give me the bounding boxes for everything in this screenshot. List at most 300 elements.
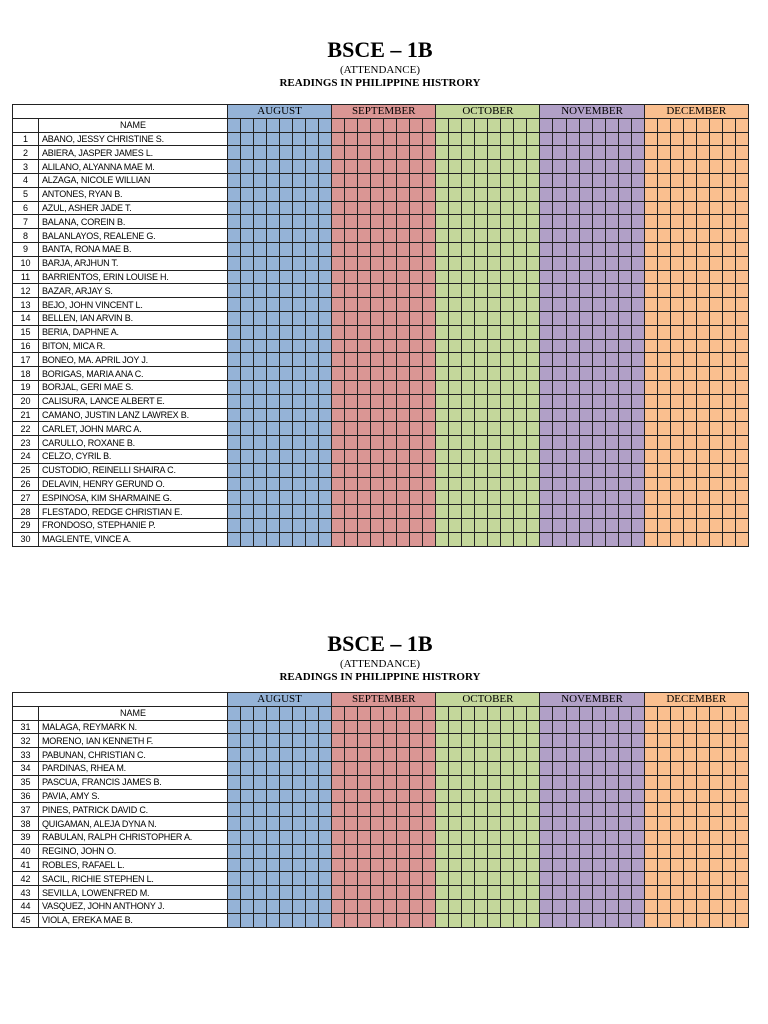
attendance-cell[interactable] bbox=[670, 270, 683, 284]
attendance-cell[interactable] bbox=[449, 242, 462, 256]
attendance-cell[interactable] bbox=[605, 734, 618, 748]
attendance-cell[interactable] bbox=[735, 325, 748, 339]
attendance-cell[interactable] bbox=[293, 899, 306, 913]
attendance-cell[interactable] bbox=[631, 201, 644, 215]
attendance-cell[interactable] bbox=[540, 803, 553, 817]
attendance-cell[interactable] bbox=[631, 339, 644, 353]
attendance-cell[interactable] bbox=[709, 913, 722, 927]
attendance-cell[interactable] bbox=[540, 463, 553, 477]
attendance-cell[interactable] bbox=[228, 436, 241, 450]
attendance-cell[interactable] bbox=[488, 899, 501, 913]
attendance-cell[interactable] bbox=[514, 817, 527, 831]
attendance-cell[interactable] bbox=[436, 367, 449, 381]
attendance-cell[interactable] bbox=[371, 858, 384, 872]
attendance-cell[interactable] bbox=[540, 449, 553, 463]
attendance-cell[interactable] bbox=[514, 339, 527, 353]
attendance-cell[interactable] bbox=[514, 532, 527, 546]
attendance-cell[interactable] bbox=[527, 229, 540, 243]
attendance-cell[interactable] bbox=[332, 518, 345, 532]
attendance-cell[interactable] bbox=[514, 803, 527, 817]
attendance-cell[interactable] bbox=[228, 532, 241, 546]
attendance-cell[interactable] bbox=[592, 477, 605, 491]
attendance-cell[interactable] bbox=[397, 532, 410, 546]
attendance-cell[interactable] bbox=[696, 886, 709, 900]
attendance-cell[interactable] bbox=[306, 215, 319, 229]
attendance-cell[interactable] bbox=[540, 477, 553, 491]
attendance-cell[interactable] bbox=[683, 872, 696, 886]
attendance-cell[interactable] bbox=[267, 187, 280, 201]
attendance-cell[interactable] bbox=[293, 311, 306, 325]
attendance-cell[interactable] bbox=[553, 229, 566, 243]
attendance-cell[interactable] bbox=[553, 872, 566, 886]
attendance-cell[interactable] bbox=[228, 775, 241, 789]
attendance-cell[interactable] bbox=[306, 256, 319, 270]
attendance-cell[interactable] bbox=[631, 830, 644, 844]
attendance-cell[interactable] bbox=[241, 477, 254, 491]
attendance-cell[interactable] bbox=[631, 803, 644, 817]
attendance-cell[interactable] bbox=[540, 858, 553, 872]
attendance-cell[interactable] bbox=[540, 720, 553, 734]
attendance-cell[interactable] bbox=[267, 436, 280, 450]
day-cell[interactable] bbox=[228, 706, 241, 720]
attendance-cell[interactable] bbox=[280, 449, 293, 463]
attendance-cell[interactable] bbox=[436, 477, 449, 491]
attendance-cell[interactable] bbox=[618, 367, 631, 381]
attendance-cell[interactable] bbox=[280, 734, 293, 748]
attendance-cell[interactable] bbox=[605, 311, 618, 325]
attendance-cell[interactable] bbox=[423, 187, 436, 201]
attendance-cell[interactable] bbox=[423, 353, 436, 367]
attendance-cell[interactable] bbox=[605, 284, 618, 298]
attendance-cell[interactable] bbox=[709, 339, 722, 353]
attendance-cell[interactable] bbox=[267, 422, 280, 436]
attendance-cell[interactable] bbox=[514, 477, 527, 491]
attendance-cell[interactable] bbox=[267, 298, 280, 312]
attendance-cell[interactable] bbox=[579, 477, 592, 491]
attendance-cell[interactable] bbox=[527, 858, 540, 872]
attendance-cell[interactable] bbox=[384, 339, 397, 353]
day-cell[interactable] bbox=[462, 706, 475, 720]
attendance-cell[interactable] bbox=[462, 160, 475, 174]
attendance-cell[interactable] bbox=[254, 858, 267, 872]
attendance-cell[interactable] bbox=[514, 748, 527, 762]
attendance-cell[interactable] bbox=[306, 132, 319, 146]
attendance-cell[interactable] bbox=[605, 830, 618, 844]
attendance-cell[interactable] bbox=[566, 422, 579, 436]
attendance-cell[interactable] bbox=[436, 505, 449, 519]
attendance-cell[interactable] bbox=[319, 449, 332, 463]
attendance-cell[interactable] bbox=[735, 872, 748, 886]
attendance-cell[interactable] bbox=[254, 311, 267, 325]
attendance-cell[interactable] bbox=[358, 817, 371, 831]
attendance-cell[interactable] bbox=[514, 215, 527, 229]
attendance-cell[interactable] bbox=[475, 886, 488, 900]
attendance-cell[interactable] bbox=[332, 173, 345, 187]
attendance-cell[interactable] bbox=[267, 789, 280, 803]
attendance-cell[interactable] bbox=[293, 449, 306, 463]
attendance-cell[interactable] bbox=[462, 491, 475, 505]
day-cell[interactable] bbox=[553, 706, 566, 720]
attendance-cell[interactable] bbox=[410, 872, 423, 886]
attendance-cell[interactable] bbox=[566, 215, 579, 229]
attendance-cell[interactable] bbox=[228, 748, 241, 762]
attendance-cell[interactable] bbox=[579, 463, 592, 477]
day-cell[interactable] bbox=[449, 706, 462, 720]
attendance-cell[interactable] bbox=[566, 872, 579, 886]
attendance-cell[interactable] bbox=[345, 463, 358, 477]
attendance-cell[interactable] bbox=[306, 518, 319, 532]
attendance-cell[interactable] bbox=[293, 132, 306, 146]
attendance-cell[interactable] bbox=[514, 408, 527, 422]
attendance-cell[interactable] bbox=[696, 844, 709, 858]
attendance-cell[interactable] bbox=[423, 477, 436, 491]
attendance-cell[interactable] bbox=[644, 353, 657, 367]
attendance-cell[interactable] bbox=[293, 734, 306, 748]
attendance-cell[interactable] bbox=[449, 256, 462, 270]
attendance-cell[interactable] bbox=[696, 311, 709, 325]
attendance-cell[interactable] bbox=[475, 477, 488, 491]
attendance-cell[interactable] bbox=[657, 298, 670, 312]
attendance-cell[interactable] bbox=[306, 532, 319, 546]
attendance-cell[interactable] bbox=[670, 380, 683, 394]
attendance-cell[interactable] bbox=[592, 817, 605, 831]
day-cell[interactable] bbox=[592, 118, 605, 132]
day-cell[interactable] bbox=[514, 118, 527, 132]
attendance-cell[interactable] bbox=[722, 187, 735, 201]
attendance-cell[interactable] bbox=[241, 298, 254, 312]
attendance-cell[interactable] bbox=[488, 720, 501, 734]
attendance-cell[interactable] bbox=[371, 518, 384, 532]
attendance-cell[interactable] bbox=[592, 775, 605, 789]
attendance-cell[interactable] bbox=[449, 858, 462, 872]
attendance-cell[interactable] bbox=[553, 775, 566, 789]
attendance-cell[interactable] bbox=[384, 408, 397, 422]
attendance-cell[interactable] bbox=[436, 380, 449, 394]
attendance-cell[interactable] bbox=[501, 505, 514, 519]
attendance-cell[interactable] bbox=[358, 913, 371, 927]
attendance-cell[interactable] bbox=[410, 394, 423, 408]
attendance-cell[interactable] bbox=[540, 229, 553, 243]
attendance-cell[interactable] bbox=[345, 872, 358, 886]
attendance-cell[interactable] bbox=[371, 913, 384, 927]
attendance-cell[interactable] bbox=[397, 477, 410, 491]
attendance-cell[interactable] bbox=[501, 844, 514, 858]
attendance-cell[interactable] bbox=[358, 215, 371, 229]
attendance-cell[interactable] bbox=[462, 284, 475, 298]
attendance-cell[interactable] bbox=[631, 844, 644, 858]
attendance-cell[interactable] bbox=[449, 173, 462, 187]
day-cell[interactable] bbox=[631, 118, 644, 132]
attendance-cell[interactable] bbox=[345, 449, 358, 463]
attendance-cell[interactable] bbox=[371, 734, 384, 748]
attendance-cell[interactable] bbox=[475, 830, 488, 844]
attendance-cell[interactable] bbox=[436, 913, 449, 927]
attendance-cell[interactable] bbox=[657, 720, 670, 734]
attendance-cell[interactable] bbox=[696, 734, 709, 748]
attendance-cell[interactable] bbox=[319, 775, 332, 789]
attendance-cell[interactable] bbox=[631, 132, 644, 146]
attendance-cell[interactable] bbox=[566, 913, 579, 927]
attendance-cell[interactable] bbox=[592, 325, 605, 339]
attendance-cell[interactable] bbox=[228, 201, 241, 215]
attendance-cell[interactable] bbox=[722, 367, 735, 381]
attendance-cell[interactable] bbox=[540, 298, 553, 312]
attendance-cell[interactable] bbox=[267, 734, 280, 748]
attendance-cell[interactable] bbox=[527, 311, 540, 325]
attendance-cell[interactable] bbox=[566, 463, 579, 477]
attendance-cell[interactable] bbox=[293, 803, 306, 817]
attendance-cell[interactable] bbox=[371, 761, 384, 775]
attendance-cell[interactable] bbox=[696, 394, 709, 408]
attendance-cell[interactable] bbox=[423, 775, 436, 789]
attendance-cell[interactable] bbox=[371, 201, 384, 215]
attendance-cell[interactable] bbox=[332, 353, 345, 367]
attendance-cell[interactable] bbox=[553, 844, 566, 858]
attendance-cell[interactable] bbox=[657, 734, 670, 748]
attendance-cell[interactable] bbox=[540, 339, 553, 353]
day-cell[interactable] bbox=[605, 706, 618, 720]
attendance-cell[interactable] bbox=[449, 789, 462, 803]
attendance-cell[interactable] bbox=[228, 132, 241, 146]
attendance-cell[interactable] bbox=[358, 491, 371, 505]
attendance-cell[interactable] bbox=[449, 422, 462, 436]
attendance-cell[interactable] bbox=[449, 844, 462, 858]
attendance-cell[interactable] bbox=[280, 339, 293, 353]
attendance-cell[interactable] bbox=[319, 532, 332, 546]
attendance-cell[interactable] bbox=[696, 817, 709, 831]
attendance-cell[interactable] bbox=[462, 532, 475, 546]
attendance-cell[interactable] bbox=[436, 298, 449, 312]
attendance-cell[interactable] bbox=[475, 394, 488, 408]
attendance-cell[interactable] bbox=[501, 449, 514, 463]
attendance-cell[interactable] bbox=[579, 284, 592, 298]
attendance-cell[interactable] bbox=[683, 886, 696, 900]
attendance-cell[interactable] bbox=[566, 284, 579, 298]
attendance-cell[interactable] bbox=[631, 748, 644, 762]
attendance-cell[interactable] bbox=[527, 803, 540, 817]
attendance-cell[interactable] bbox=[579, 270, 592, 284]
attendance-cell[interactable] bbox=[423, 844, 436, 858]
attendance-cell[interactable] bbox=[462, 187, 475, 201]
attendance-cell[interactable] bbox=[540, 886, 553, 900]
attendance-cell[interactable] bbox=[618, 132, 631, 146]
attendance-cell[interactable] bbox=[306, 436, 319, 450]
attendance-cell[interactable] bbox=[371, 339, 384, 353]
attendance-cell[interactable] bbox=[358, 830, 371, 844]
attendance-cell[interactable] bbox=[280, 463, 293, 477]
attendance-cell[interactable] bbox=[553, 789, 566, 803]
attendance-cell[interactable] bbox=[631, 353, 644, 367]
attendance-cell[interactable] bbox=[436, 463, 449, 477]
attendance-cell[interactable] bbox=[254, 436, 267, 450]
attendance-cell[interactable] bbox=[566, 339, 579, 353]
attendance-cell[interactable] bbox=[501, 518, 514, 532]
attendance-cell[interactable] bbox=[566, 311, 579, 325]
attendance-cell[interactable] bbox=[501, 858, 514, 872]
attendance-cell[interactable] bbox=[358, 146, 371, 160]
attendance-cell[interactable] bbox=[501, 748, 514, 762]
attendance-cell[interactable] bbox=[358, 394, 371, 408]
attendance-cell[interactable] bbox=[384, 734, 397, 748]
attendance-cell[interactable] bbox=[631, 734, 644, 748]
attendance-cell[interactable] bbox=[540, 491, 553, 505]
attendance-cell[interactable] bbox=[631, 761, 644, 775]
attendance-cell[interactable] bbox=[241, 803, 254, 817]
attendance-cell[interactable] bbox=[722, 734, 735, 748]
attendance-cell[interactable] bbox=[709, 311, 722, 325]
attendance-cell[interactable] bbox=[436, 325, 449, 339]
attendance-cell[interactable] bbox=[410, 353, 423, 367]
attendance-cell[interactable] bbox=[488, 353, 501, 367]
attendance-cell[interactable] bbox=[358, 436, 371, 450]
attendance-cell[interactable] bbox=[254, 394, 267, 408]
attendance-cell[interactable] bbox=[267, 270, 280, 284]
attendance-cell[interactable] bbox=[553, 817, 566, 831]
attendance-cell[interactable] bbox=[384, 325, 397, 339]
attendance-cell[interactable] bbox=[280, 789, 293, 803]
attendance-cell[interactable] bbox=[566, 858, 579, 872]
day-cell[interactable] bbox=[644, 118, 657, 132]
attendance-cell[interactable] bbox=[423, 803, 436, 817]
attendance-cell[interactable] bbox=[657, 748, 670, 762]
attendance-cell[interactable] bbox=[345, 339, 358, 353]
attendance-cell[interactable] bbox=[436, 532, 449, 546]
attendance-cell[interactable] bbox=[267, 913, 280, 927]
attendance-cell[interactable] bbox=[475, 367, 488, 381]
attendance-cell[interactable] bbox=[293, 422, 306, 436]
attendance-cell[interactable] bbox=[735, 339, 748, 353]
attendance-cell[interactable] bbox=[696, 436, 709, 450]
attendance-cell[interactable] bbox=[319, 817, 332, 831]
attendance-cell[interactable] bbox=[488, 173, 501, 187]
attendance-cell[interactable] bbox=[501, 380, 514, 394]
attendance-cell[interactable] bbox=[462, 311, 475, 325]
attendance-cell[interactable] bbox=[683, 380, 696, 394]
attendance-cell[interactable] bbox=[605, 858, 618, 872]
attendance-cell[interactable] bbox=[631, 436, 644, 450]
attendance-cell[interactable] bbox=[592, 491, 605, 505]
attendance-cell[interactable] bbox=[332, 146, 345, 160]
attendance-cell[interactable] bbox=[631, 858, 644, 872]
attendance-cell[interactable] bbox=[254, 353, 267, 367]
attendance-cell[interactable] bbox=[462, 394, 475, 408]
attendance-cell[interactable] bbox=[501, 734, 514, 748]
attendance-cell[interactable] bbox=[722, 477, 735, 491]
attendance-cell[interactable] bbox=[280, 353, 293, 367]
attendance-cell[interactable] bbox=[410, 830, 423, 844]
day-cell[interactable] bbox=[436, 706, 449, 720]
attendance-cell[interactable] bbox=[722, 146, 735, 160]
attendance-cell[interactable] bbox=[319, 146, 332, 160]
day-cell[interactable] bbox=[709, 706, 722, 720]
attendance-cell[interactable] bbox=[566, 449, 579, 463]
attendance-cell[interactable] bbox=[306, 477, 319, 491]
attendance-cell[interactable] bbox=[644, 132, 657, 146]
attendance-cell[interactable] bbox=[384, 817, 397, 831]
attendance-cell[interactable] bbox=[722, 325, 735, 339]
attendance-cell[interactable] bbox=[670, 215, 683, 229]
attendance-cell[interactable] bbox=[345, 720, 358, 734]
attendance-cell[interactable] bbox=[488, 775, 501, 789]
attendance-cell[interactable] bbox=[384, 449, 397, 463]
attendance-cell[interactable] bbox=[475, 518, 488, 532]
attendance-cell[interactable] bbox=[631, 463, 644, 477]
attendance-cell[interactable] bbox=[306, 899, 319, 913]
attendance-cell[interactable] bbox=[397, 311, 410, 325]
attendance-cell[interactable] bbox=[527, 380, 540, 394]
attendance-cell[interactable] bbox=[475, 463, 488, 477]
attendance-cell[interactable] bbox=[735, 505, 748, 519]
attendance-cell[interactable] bbox=[410, 215, 423, 229]
attendance-cell[interactable] bbox=[657, 160, 670, 174]
attendance-cell[interactable] bbox=[722, 160, 735, 174]
attendance-cell[interactable] bbox=[527, 173, 540, 187]
attendance-cell[interactable] bbox=[436, 844, 449, 858]
attendance-cell[interactable] bbox=[293, 477, 306, 491]
attendance-cell[interactable] bbox=[579, 311, 592, 325]
attendance-cell[interactable] bbox=[319, 505, 332, 519]
attendance-cell[interactable] bbox=[254, 215, 267, 229]
day-cell[interactable] bbox=[423, 118, 436, 132]
attendance-cell[interactable] bbox=[241, 858, 254, 872]
attendance-cell[interactable] bbox=[579, 353, 592, 367]
attendance-cell[interactable] bbox=[475, 408, 488, 422]
attendance-cell[interactable] bbox=[267, 325, 280, 339]
attendance-cell[interactable] bbox=[579, 886, 592, 900]
attendance-cell[interactable] bbox=[332, 256, 345, 270]
attendance-cell[interactable] bbox=[280, 886, 293, 900]
attendance-cell[interactable] bbox=[267, 899, 280, 913]
attendance-cell[interactable] bbox=[436, 803, 449, 817]
attendance-cell[interactable] bbox=[631, 173, 644, 187]
attendance-cell[interactable] bbox=[501, 311, 514, 325]
attendance-cell[interactable] bbox=[566, 775, 579, 789]
attendance-cell[interactable] bbox=[488, 477, 501, 491]
attendance-cell[interactable] bbox=[384, 201, 397, 215]
attendance-cell[interactable] bbox=[267, 339, 280, 353]
attendance-cell[interactable] bbox=[618, 505, 631, 519]
attendance-cell[interactable] bbox=[241, 311, 254, 325]
attendance-cell[interactable] bbox=[527, 408, 540, 422]
attendance-cell[interactable] bbox=[449, 367, 462, 381]
attendance-cell[interactable] bbox=[579, 913, 592, 927]
day-cell[interactable] bbox=[397, 706, 410, 720]
attendance-cell[interactable] bbox=[683, 830, 696, 844]
attendance-cell[interactable] bbox=[462, 463, 475, 477]
attendance-cell[interactable] bbox=[280, 201, 293, 215]
attendance-cell[interactable] bbox=[293, 872, 306, 886]
day-cell[interactable] bbox=[579, 118, 592, 132]
attendance-cell[interactable] bbox=[410, 532, 423, 546]
attendance-cell[interactable] bbox=[449, 463, 462, 477]
attendance-cell[interactable] bbox=[384, 886, 397, 900]
attendance-cell[interactable] bbox=[475, 436, 488, 450]
attendance-cell[interactable] bbox=[397, 353, 410, 367]
attendance-cell[interactable] bbox=[722, 775, 735, 789]
attendance-cell[interactable] bbox=[332, 463, 345, 477]
attendance-cell[interactable] bbox=[592, 858, 605, 872]
attendance-cell[interactable] bbox=[384, 477, 397, 491]
attendance-cell[interactable] bbox=[319, 899, 332, 913]
attendance-cell[interactable] bbox=[644, 844, 657, 858]
attendance-cell[interactable] bbox=[345, 830, 358, 844]
attendance-cell[interactable] bbox=[332, 187, 345, 201]
attendance-cell[interactable] bbox=[358, 803, 371, 817]
attendance-cell[interactable] bbox=[371, 270, 384, 284]
attendance-cell[interactable] bbox=[527, 775, 540, 789]
attendance-cell[interactable] bbox=[280, 311, 293, 325]
attendance-cell[interactable] bbox=[241, 734, 254, 748]
